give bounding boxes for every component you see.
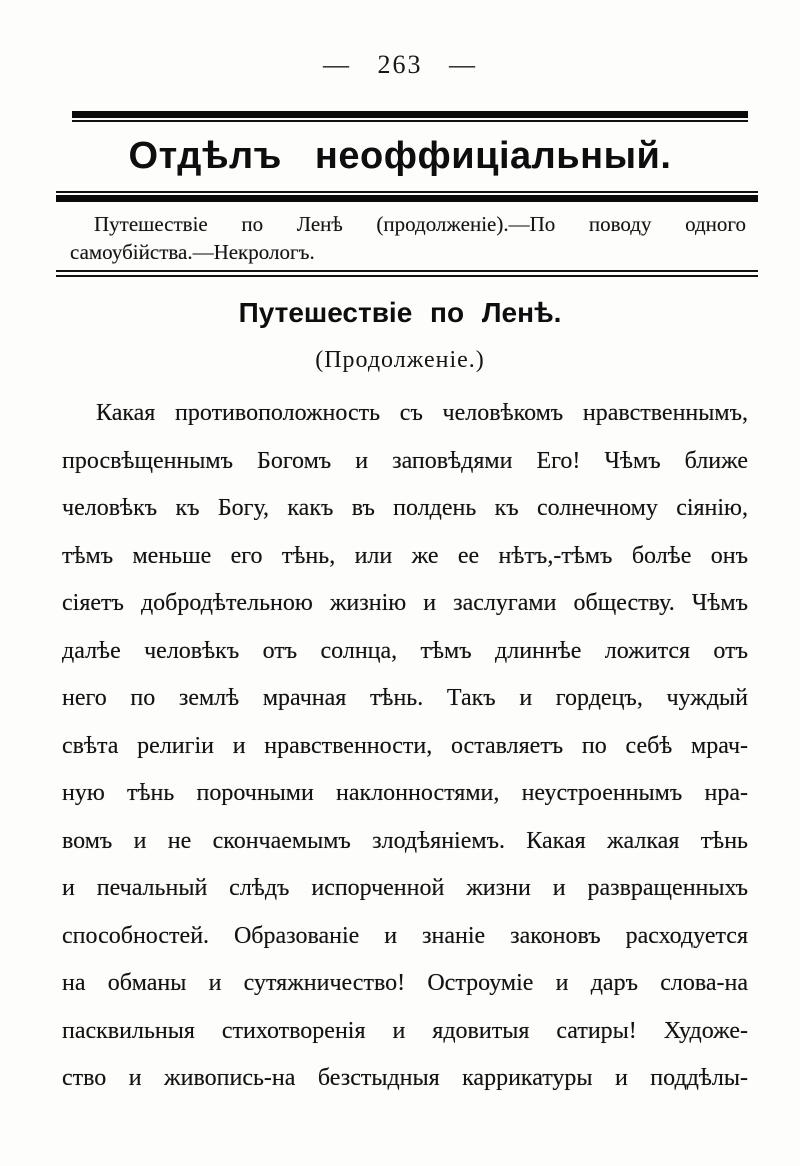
body-line: способностей. Образованіе и знаніе законовъ расходуется bbox=[62, 922, 748, 949]
body-line: него по землѣ мрачная тѣнь. Такъ и гордецъ, чуждый bbox=[62, 685, 748, 711]
body-line: на обманы и сутяжничество! Остроуміе и даръ слова-на bbox=[62, 970, 748, 996]
article-title: Путешествіе по Ленѣ. bbox=[238, 297, 562, 328]
body-line: пасквильныя стихотворенія и ядовитыя сатиры! Художе- bbox=[62, 1017, 748, 1044]
rule-thick-line bbox=[72, 111, 748, 118]
article-subtitle: (Продолженіе.) bbox=[315, 347, 485, 373]
body-line: человѣкъ къ Богу, какъ въ полдень къ солнечному сіянію, bbox=[62, 495, 748, 521]
header-rule-top bbox=[72, 111, 748, 122]
contents-rule-bottom bbox=[56, 270, 758, 277]
contents-summary bbox=[70, 210, 746, 266]
header-rule-bottom bbox=[56, 191, 758, 202]
article-body bbox=[62, 390, 748, 1103]
body-line: тѣмъ меньше его тѣнь, или же ее нѣтъ,-тѣмъ болѣе онъ bbox=[62, 542, 748, 569]
body-line: свѣта религіи и нравственности, оставляетъ по себѣ мрач- bbox=[62, 732, 748, 759]
body-line: ство и живопись-на безстыдныя каррикатуры и поддѣлы- bbox=[62, 1065, 748, 1091]
body-line: и печальный слѣдъ испорченной жизни и развращенныхъ bbox=[62, 875, 748, 901]
rule-thick-line bbox=[56, 195, 758, 202]
page-number: — 263 — bbox=[323, 50, 477, 79]
body-line: вомъ и не скончаемымъ злодѣяніемъ. Какая жалкая тѣнь bbox=[62, 827, 748, 854]
contents-summary-line: самоубійства.—Некрологъ. bbox=[70, 240, 315, 264]
section-header-title: Отдѣлъ неоффиціальный. bbox=[128, 135, 672, 177]
body-line: просвѣщеннымъ Богомъ и заповѣдями Его! Чѣмъ ближе bbox=[62, 447, 748, 474]
body-line: сіяетъ добродѣтельною жизнію и заслугами обществу. Чѣмъ bbox=[62, 590, 748, 616]
body-line: ную тѣнь порочными наклонностями, неустроеннымъ нра- bbox=[62, 780, 748, 806]
body-line: далѣе человѣкъ отъ солнца, тѣмъ длиннѣе ложится отъ bbox=[62, 637, 748, 664]
contents-summary-line: Путешествіе по Ленѣ (продолженіе).—По поводу одного bbox=[94, 212, 746, 236]
rule-thin-line bbox=[56, 275, 758, 277]
rule-thin-line bbox=[72, 120, 748, 122]
body-line: Какая противоположность съ человѣкомъ нравственнымъ, bbox=[96, 400, 748, 426]
